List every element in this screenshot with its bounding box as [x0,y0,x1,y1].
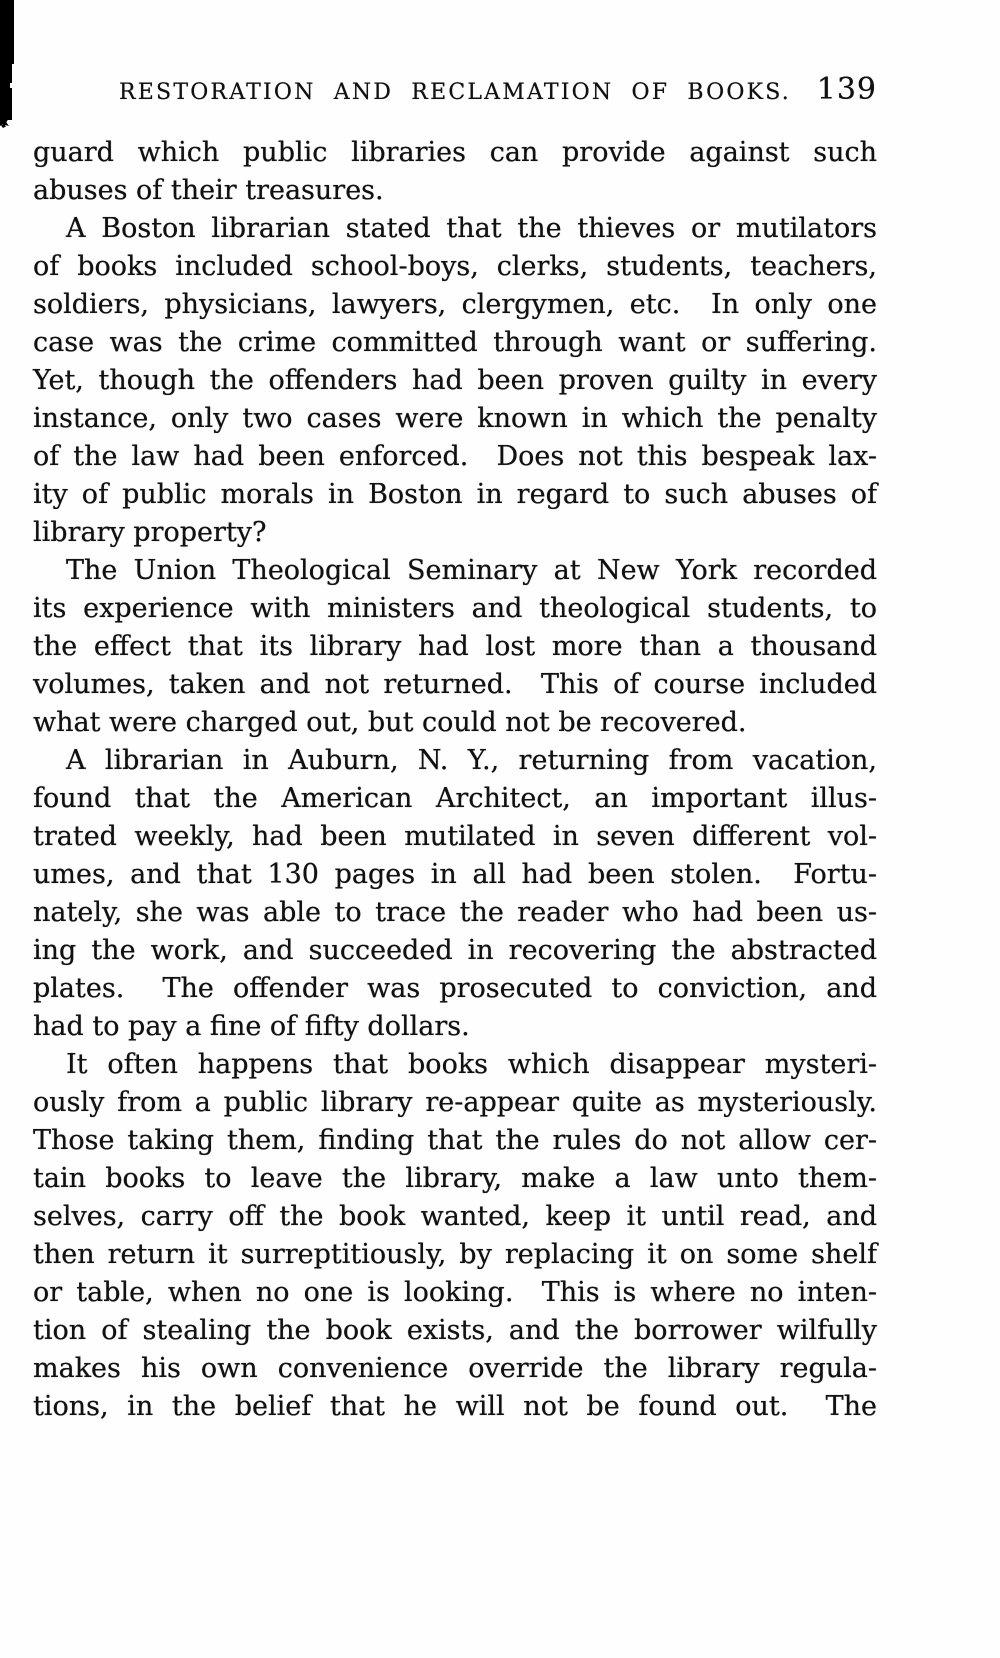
text-line: makes his own convenience override the library regula- [33,1353,877,1384]
text-line: ously from a public library re-appear quite as mysteriously. [33,1087,877,1118]
text-line: nately, she was able to trace the reader who had been us- [33,897,877,928]
page-number: 139 [816,72,877,107]
scan-artifact-bar-lower [0,64,12,120]
text-line: abuses of their treasures. [33,175,384,206]
text-line: of the law had been enforced. Does not this bespeak lax- [33,441,877,472]
text-block [33,134,877,1426]
scan-artifact-bar [0,0,14,64]
text-line: what were charged out, but could not be recovered. [33,707,747,738]
text-line: then return it surreptitiously, by replacing it on some shelf [33,1239,877,1270]
text-line: tion of stealing the book exists, and the borrower wilfully [33,1315,877,1346]
text-line: or table, when no one is looking. This is where no inten- [33,1277,877,1308]
text-line: the effect that its library had lost more than a thousand [33,631,877,662]
chapter-running-title: RESTORATION AND RECLAMATION OF BOOKS. [119,80,791,105]
text-line: ity of public morals in Boston in regard to such abuses of [33,479,877,510]
text-line: The Union Theological Seminary at New York recorded [66,555,877,586]
text-line: Yet, though the offenders had been proven guilty in every [33,365,877,396]
text-line: soldiers, physicians, lawyers, clergymen, etc. In only one [33,289,877,320]
text-line: Those taking them, finding that the rules do not allow cer- [33,1125,877,1156]
text-line: volumes, taken and not returned. This of course included [33,669,877,700]
text-line: umes, and that 130 pages in all had been stolen. Fortu- [33,859,877,890]
text-line: ing the work, and succeeded in recovering the abstracted [33,935,877,966]
text-line: A Boston librarian stated that the thieves or mutilators [66,213,877,244]
text-line: library property? [33,517,267,548]
scan-artifact-notch [10,83,14,88]
text-line: case was the crime committed through want or suffering. [33,327,877,358]
text-line: tions, in the belief that he will not be found out. The [33,1391,877,1422]
text-line: found that the American Architect, an important illus- [33,783,877,814]
text-line: tain books to leave the library, make a law unto them- [33,1163,877,1194]
text-line: of books included school-boys, clerks, students, teachers, [33,251,877,282]
text-line: plates. The offender was prosecuted to conviction, and [33,973,877,1004]
text-line: had to pay a fine of fifty dollars. [33,1011,470,1042]
running-header [33,74,877,110]
text-line: instance, only two cases were known in which the penalty [33,403,877,434]
text-line: guard which public libraries can provide against such [33,137,877,168]
text-line: trated weekly, had been mutilated in seven different vol- [33,821,877,852]
text-line: its experience with ministers and theological students, to [33,593,877,624]
text-line: selves, carry off the book wanted, keep it until read, and [33,1201,877,1232]
text-line: It often happens that books which disappear mysteri- [66,1049,877,1080]
text-line: A librarian in Auburn, N. Y., returning from vacation, [66,745,877,776]
